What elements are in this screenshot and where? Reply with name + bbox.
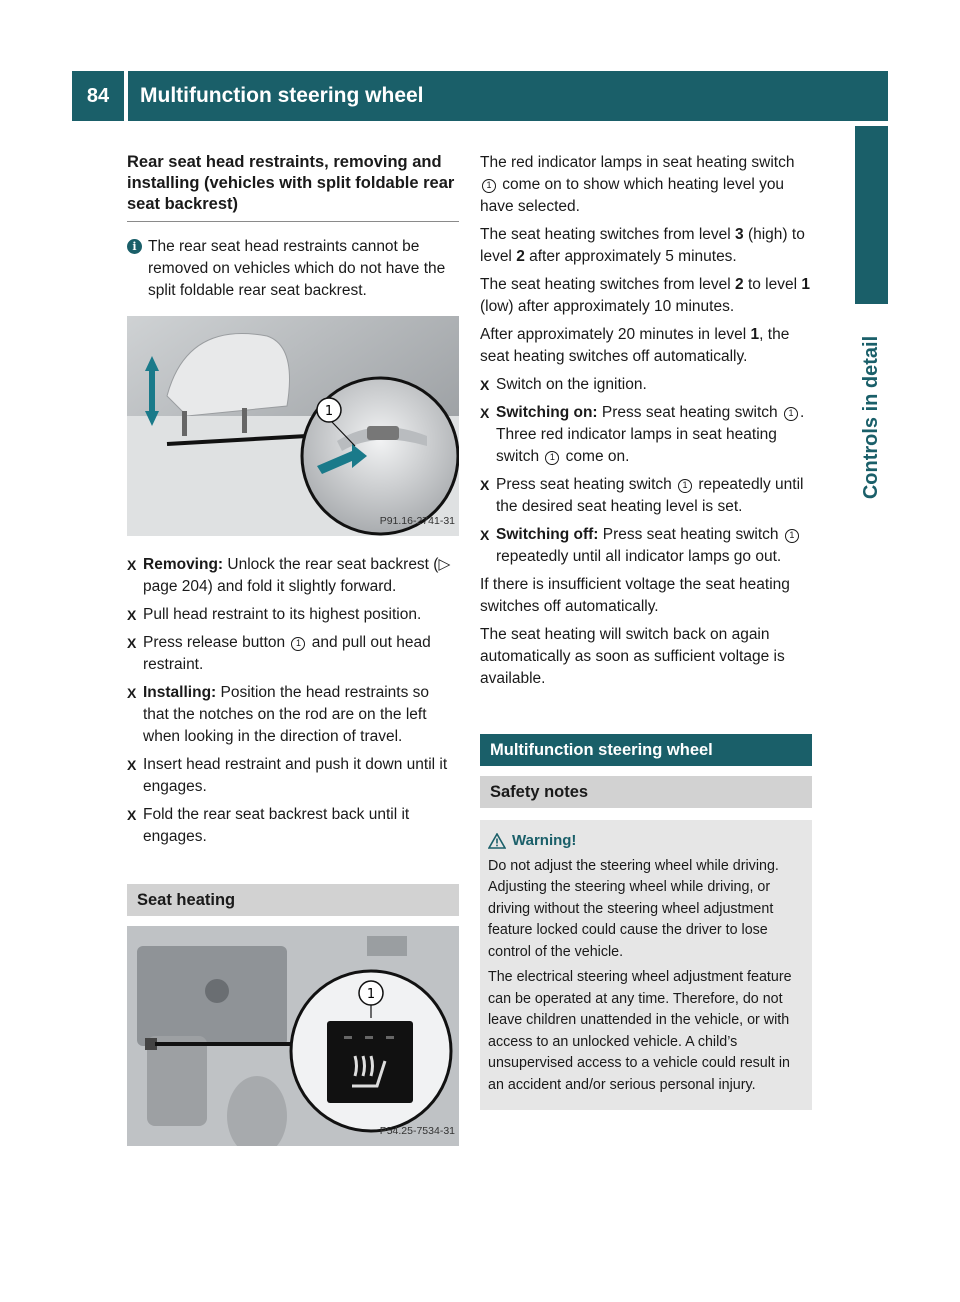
paragraph: If there is insufficient voltage the seat heating switches off automatically. — [480, 576, 790, 615]
info-note — [127, 236, 459, 302]
side-marker — [855, 126, 888, 304]
step-item: X Switch on the ignition. — [480, 376, 647, 393]
fig1-callout: 1 — [324, 404, 334, 419]
warning-box — [480, 820, 812, 1110]
info-icon: i — [127, 239, 142, 254]
step-item: X Switching on: Press seat heating switch 1 . Three red indicator lamps in seat heating switch 1 come on. — [480, 404, 805, 465]
warning-triangle-icon — [488, 833, 506, 849]
page-number: 84 — [72, 71, 124, 121]
side-tab — [855, 312, 888, 522]
seat-heating-illustration — [127, 926, 459, 1146]
page-title: Multifunction steering wheel — [128, 71, 888, 121]
step-item: X Pull head restraint to its highest position. — [127, 606, 422, 623]
figure-seat-heating — [127, 926, 459, 1146]
step-item: X Switching off: Press seat heating switch 1 repeatedly until all indicator lamps go out. — [480, 524, 812, 568]
warning-header — [488, 830, 804, 852]
subsection-band: Safety notes — [480, 776, 812, 808]
info-text: The rear seat head restraints cannot be removed on vehicles which do not have the split foldable rear seat backrest. — [148, 238, 446, 299]
paragraph: The seat heating will switch back on again automatically as soon as sufficient voltage is available. — [480, 626, 785, 687]
paragraph: The seat heating switches from level 3 (high) to level 2 after approximately 5 minutes. — [480, 226, 805, 265]
step-item: X Removing: Unlock the rear seat backrest (▷ page 204) and fold it slightly forward. — [127, 556, 451, 595]
warning-title: Warning! — [512, 832, 577, 849]
step-item: X Press seat heating switch 1 repeatedly until the desired seat heating level is set. — [480, 476, 804, 515]
warning-text: Do not adjust the steering wheel while driving. Adjusting the steering wheel while driving, or driving without the steering wheel adjustment feature locked could cause the driver to lose control of the vehicle. — [488, 857, 779, 960]
callout-marker: 1 — [291, 637, 305, 651]
section-heading: Rear seat head restraints, removing and installing (vehicles with split foldable rear seat backrest) — [127, 152, 459, 222]
paragraph: The red indicator lamps in seat heating switch 1 come on to show which heating level you have selected. — [480, 154, 795, 215]
subsection-heading: Seat heating — [127, 884, 459, 916]
warning-text: The electrical steering wheel adjustment feature can be operated at any time. Therefore, do not leave children unattended in the vehicle, or with access to an unlocked vehicle. A child’s unsupervised access to a vehicle could result in an accident and/or serious personal injury. — [488, 969, 792, 1093]
figure-head-restraint — [127, 316, 459, 536]
paragraph: After approximately 20 minutes in level 1, the seat heating switches off automatically. — [480, 326, 790, 365]
step-item: X Installing: Position the head restraints so that the notches on the rod are on the left when looking in the direction of travel. — [127, 684, 430, 745]
step-item: X Insert head restraint and push it down until it engages. — [127, 756, 448, 795]
figure-code: P91.16-2741-31 — [379, 515, 455, 527]
callout-marker: 1 — [678, 479, 692, 493]
left-column — [127, 152, 459, 1164]
callout-marker: 1 — [482, 179, 496, 193]
callout-marker: 1 — [545, 451, 559, 465]
step-item: X Fold the rear seat backrest back until it engages. — [127, 806, 410, 845]
paragraph: The seat heating switches from level 2 to level 1 (low) after approximately 10 minutes. — [480, 276, 810, 315]
step-item: X Press release button 1 and pull out head restraint. — [127, 634, 431, 673]
head-restraint-illustration — [127, 316, 459, 536]
callout-marker: 1 — [784, 407, 798, 421]
fig2-callout: 1 — [366, 987, 376, 1002]
figure-code: P54.25-7534-31 — [379, 1125, 455, 1137]
right-column — [480, 152, 812, 1110]
side-tab-label: Controls in detail — [860, 335, 882, 499]
callout-marker: 1 — [785, 529, 799, 543]
section-band: Multifunction steering wheel — [480, 734, 812, 766]
